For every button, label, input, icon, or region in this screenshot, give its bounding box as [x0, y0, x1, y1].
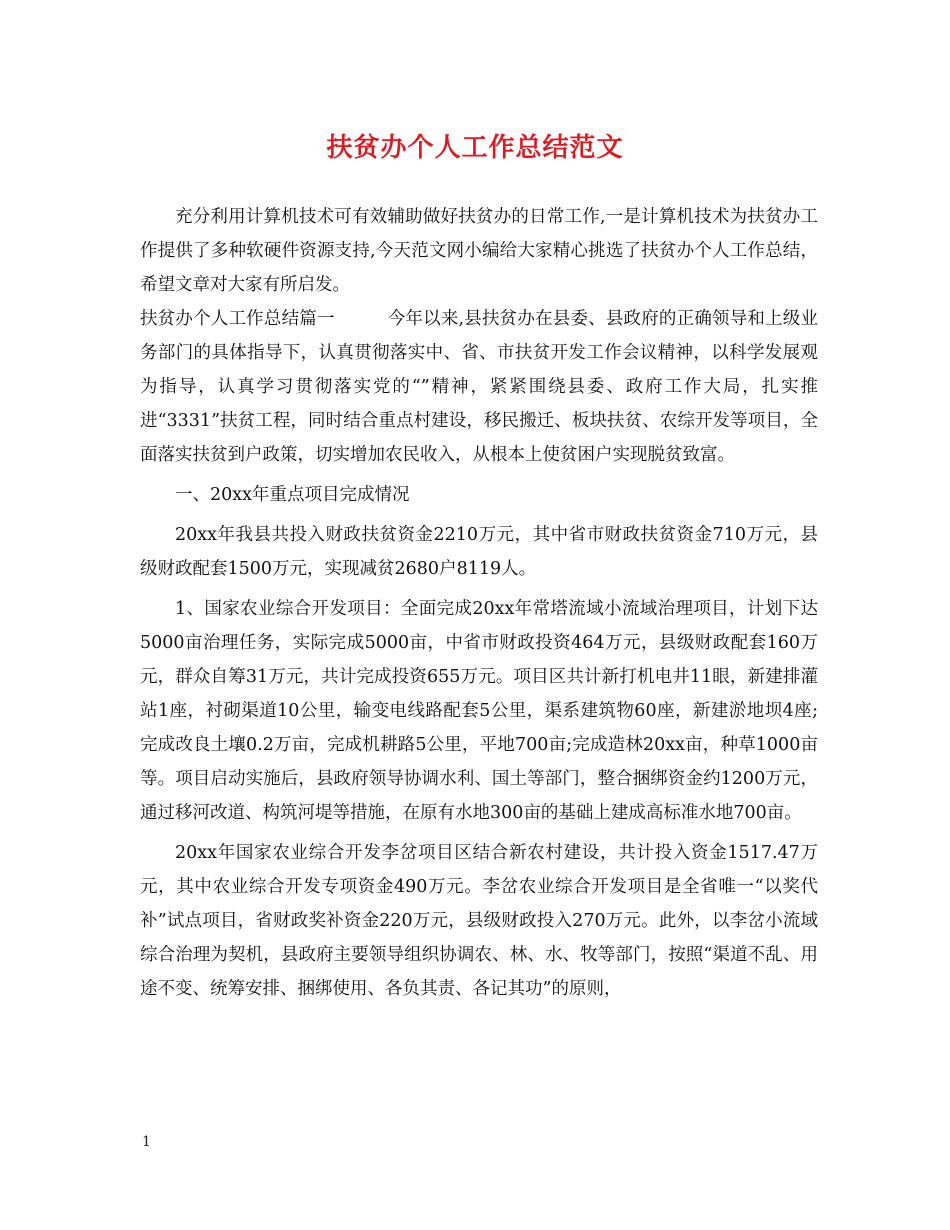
- paragraph-agri-project: 1、国家农业综合开发项目：全面完成20xx年常塔流域小流域治理项目，计划下达5000亩治理任务，实际完成5000亩，中省市财政投资464万元，县级财政配套160万元，群众自筹31万元，共计完成投资655万元。项目区共计新打机电井11眼，新建排灌站1座，衬砌渠道10公里，输变电线路配套5公里，渠系建筑物60座，新建淤地坝4座;完成改良土壤0.2万亩，完成机耕路5公里，平地700亩;完成造林20xx亩，种草1000亩等。项目启动实施后，县政府领导协调水利、国土等部门，整合捆绑资金约1200万元，通过移河改道、构筑河堤等措施，在原有水地300亩的基础上建成高标准水地700亩。: [140, 599, 818, 823]
- paragraph-section-one: 扶贫办个人工作总结篇一 今年以来,县扶贫办在县委、县政府的正确领导和上级业务部门的具体指导下，认真贯彻落实中、省、市扶贫开发工作会议精神，以科学发展观为指导，认真学习贯彻落实党的“”精神，紧紧围绕县委、政府工作大局，扎实推进“3331”扶贫工程，同时结合重点村建设，移民搬迁、板块扶贫、农综开发等项目，全面落实扶贫到户政策，切实增加农民收入，从根本上使贫困户实现脱贫致富。: [140, 309, 818, 465]
- paragraph-funding: 20xx年我县共投入财政扶贫资金2210万元，其中省市财政扶贫资金710万元，县级财政配套1500万元，实现减贫2680户8119人。: [140, 525, 818, 579]
- heading-key-projects: 一、20xx年重点项目完成情况: [175, 485, 410, 505]
- document-title: 扶贫办个人工作总结范文: [326, 133, 624, 163]
- paragraph-intro: 充分利用计算机技术可有效辅助做好扶贫办的日常工作,一是计算机技术为扶贫办工作提供了多种软硬件资源支持,今天范文网小编给大家精心挑选了扶贫办个人工作总结，希望文章对大家有所启发。: [140, 207, 818, 295]
- page-number: 1: [142, 1134, 151, 1150]
- document-body: [140, 200, 818, 1006]
- paragraph-licha-project: 20xx年国家农业综合开发李岔项目区结合新农村建设，共计投入资金1517.47万元，其中农业综合开发专项资金490万元。李岔农业综合开发项目是全省唯一“以奖代补”试点项目，省财政奖补资金220万元，县级财政投入270万元。此外，以李岔小流域综合治理为契机，县政府主要领导组织协调农、林、水、牧等部门，按照“渠道不乱、用途不变、统筹安排、捆绑使用、各负其责、各记其功”的原则，: [140, 843, 818, 999]
